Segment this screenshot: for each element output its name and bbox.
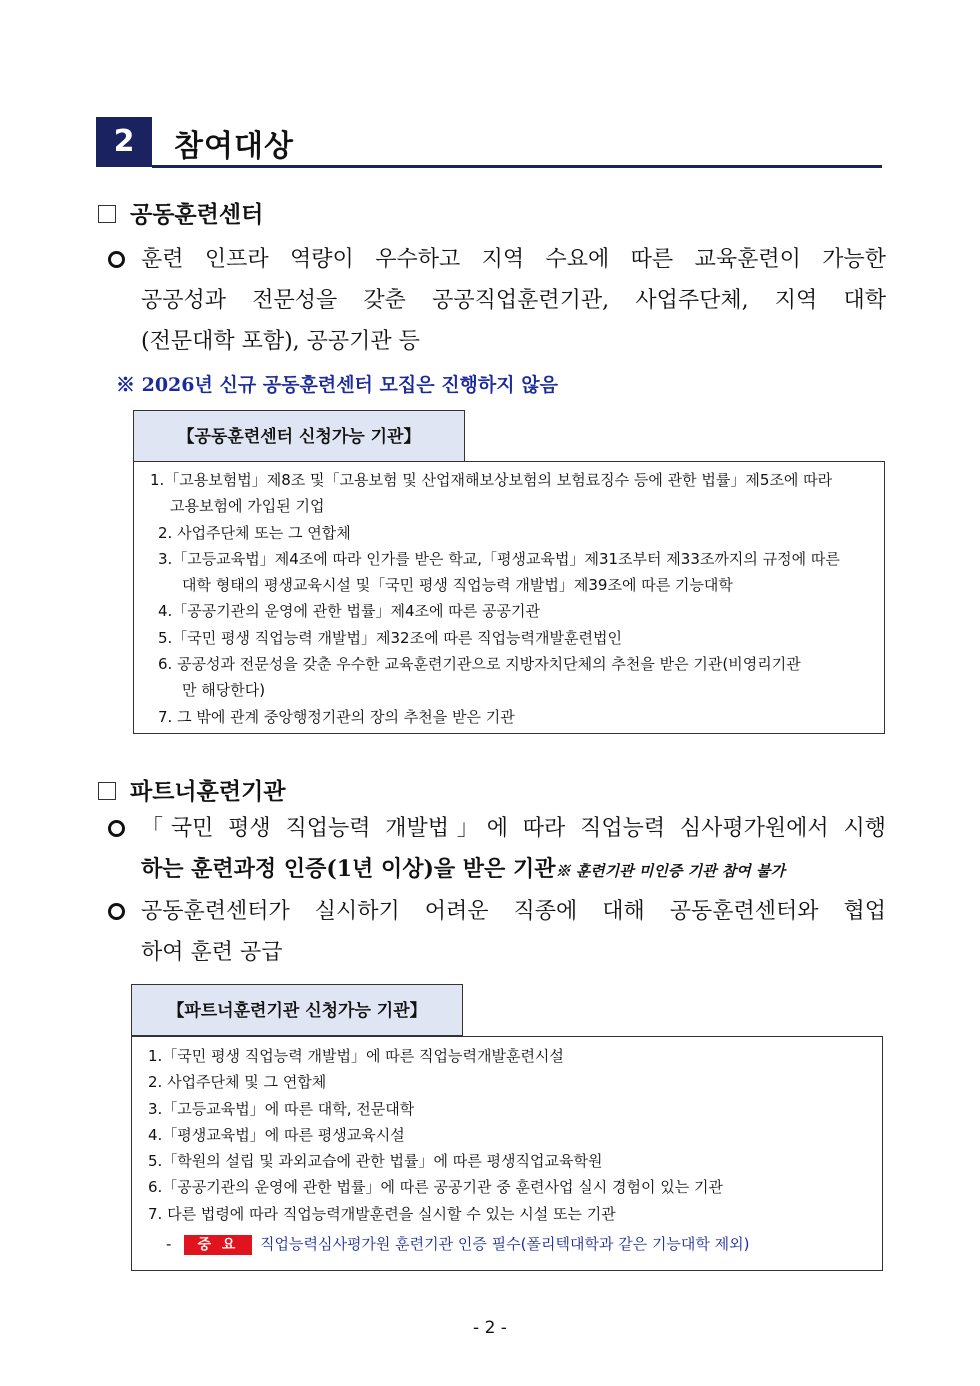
list-item: 고용보험에 가입된 기업	[170, 497, 325, 516]
partner-bullet-1	[108, 808, 886, 892]
section-underline	[152, 165, 882, 168]
partner-eligible-list	[131, 1036, 883, 1271]
list-item: 7. 그 밖에 관계 중앙행정기관의 장의 추천을 받은 기관	[158, 707, 515, 726]
bullet-line	[108, 849, 886, 892]
list-item: 5.「학원의 설립 및 과외교습에 관한 법률」에 따른 평생직업교육학원	[148, 1152, 603, 1171]
list-item: 7. 다른 법령에 따라 직업능력개발훈련을 실시할 수 있는 시설 또는 기관	[148, 1204, 616, 1223]
list-item: 1.「국민 평생 직업능력 개발법」에 따른 직업능력개발훈련시설	[148, 1047, 564, 1065]
bullet-line: (전문대학 포함), 공공기관 등	[141, 329, 420, 354]
list-item: 2. 사업주단체 또는 그 연합체	[158, 523, 351, 542]
joint-center-heading	[98, 196, 263, 229]
joint-center-heading-text: 공동훈련센터	[130, 202, 264, 228]
joint-center-box-title: 【공동훈련센터 신청가능 기관】	[133, 410, 465, 462]
important-note	[148, 1231, 882, 1257]
joint-center-note: ※ 2026년 신규 공동훈련센터 모집은 진행하지 않음	[116, 374, 558, 396]
important-dash: -	[166, 1235, 172, 1254]
bullet-line: 「국민 평생 직업능력 개발법」에 따라 직업능력 심사평가원에서 시행	[141, 816, 886, 841]
list-item: 만 해당한다)	[182, 681, 266, 700]
bullet-inline-note: ※ 훈련기관 미인증 기관 참여 불가	[555, 862, 785, 880]
list-item: 6.「공공기관의 운영에 관한 법률」에 따른 공공기관 중 훈련사업 실시 경험이 있는 기관	[148, 1178, 723, 1197]
page-number: - 2 -	[473, 1318, 507, 1338]
list-item: 5.「국민 평생 직업능력 개발법」제32조에 따른 직업능력개발훈련법인	[158, 628, 622, 647]
important-text: 직업능력심사평가원 훈련기관 인증 필수(폴리텍대학과 같은 기능대학 제외)	[260, 1235, 750, 1254]
bullet-line: 공공성과 전문성을 갖춘 공공직업훈련기관, 사업주단체, 지역 대학	[141, 288, 886, 313]
square-bullet-icon	[98, 782, 116, 800]
list-item: 6. 공공성과 전문성을 갖춘 우수한 교육훈련기관으로 지방자치단체의 추천을 받은 기관(비영리기관	[158, 655, 801, 674]
square-bullet-icon	[98, 205, 116, 223]
important-badge: 중 요	[184, 1235, 252, 1255]
list-item: 3.「고등교육법」에 따른 대학, 전문대학	[148, 1099, 415, 1118]
list-item: 2. 사업주단체 및 그 연합체	[148, 1073, 327, 1092]
bullet-line: 훈련 인프라 역량이 우수하고 지역 수요에 따른 교육훈련이 가능한	[141, 247, 886, 272]
circle-bullet-icon	[108, 903, 125, 920]
joint-center-eligible-list	[133, 461, 885, 734]
list-item: 3.「고등교육법」제4조에 따라 인가를 받은 학교,「평생교육법」제31조부터 제33조까지의 규정에 따른	[158, 549, 840, 568]
list-item: 대학 형태의 평생교육시설 및「국민 평생 직업능력 개발법」제39조에 따른 기능대학	[182, 576, 733, 595]
list-item: 1.「고용보험법」제8조 및「고용보험 및 산업재해보상보험의 보험료징수 등에 관한 법률」제5조에 따라	[150, 471, 833, 489]
joint-center-bullet	[108, 239, 886, 362]
bullet-line: 공동훈련센터가 실시하기 어려운 직종에 대해 공동훈련센터와 협업	[141, 899, 886, 924]
list-item: 4.「평생교육법」에 따른 평생교육시설	[148, 1125, 405, 1144]
bullet-line-text: 하는 훈련과정 인증(1년 이상)을 받은 기관	[141, 856, 556, 882]
partner-bullet-2	[108, 891, 886, 973]
bullet-line: 하여 훈련 공급	[141, 940, 283, 965]
partner-heading-text: 파트너훈련기관	[130, 779, 286, 805]
section-header	[96, 117, 882, 169]
circle-bullet-icon	[108, 820, 125, 837]
list-item: 4.「공공기관의 운영에 관한 법률」제4조에 따른 공공기관	[158, 602, 540, 621]
partner-heading	[98, 773, 286, 806]
circle-bullet-icon	[108, 251, 125, 268]
section-number: 2	[96, 117, 152, 167]
partner-box-title: 【파트너훈련기관 신청가능 기관】	[131, 984, 463, 1036]
section-title: 참여대상	[174, 129, 294, 164]
